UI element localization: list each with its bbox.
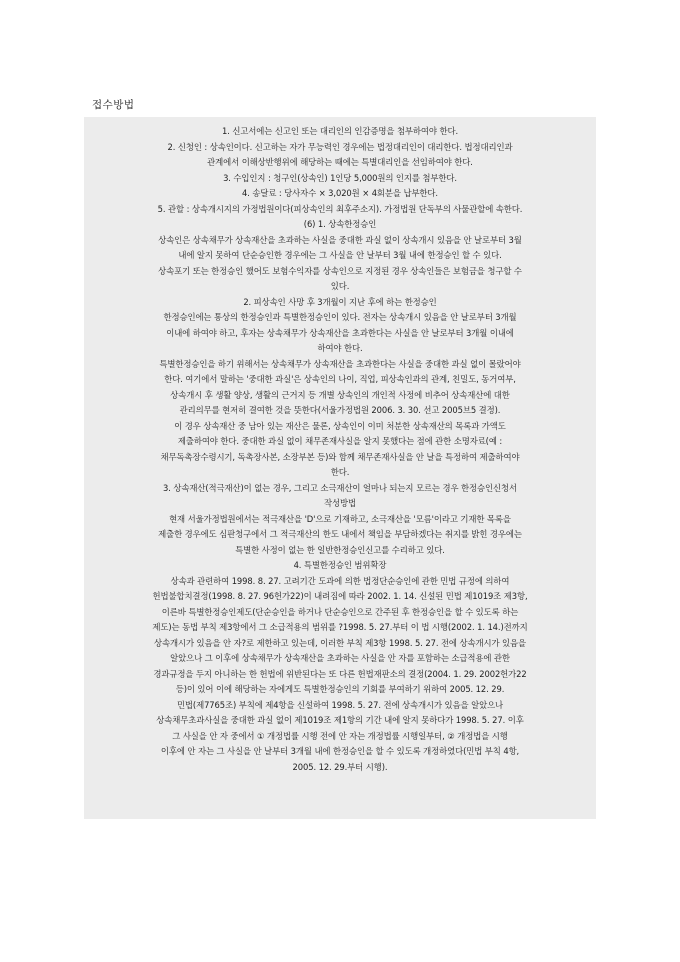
text-line: 특별한정승인을 하기 위해서는 상속채무가 상속재산을 초과한다는 사실을 중대한 과실 없이 몰랐어야: [159, 358, 521, 369]
text-line: 민법(제7765조) 부칙에 제4항을 신설하여 1998. 5. 27. 전에 상속개시가 있음을 알았으나: [176, 699, 504, 710]
text-line: 이른바 특별한정승인제도(단순승인을 하거나 단순승인으로 간주된 후 한정승인을 할 수 있도록 하는: [161, 606, 519, 617]
text-line: 1. 신고서에는 신고인 또는 대리인의 인감증명을 첨부하여야 한다.: [221, 126, 459, 136]
section-heading: 접수방법: [92, 99, 135, 111]
text-line: 이내에 하여야 하고, 후자는 상속채무가 상속재산을 초과한다는 사실을 안 날로부터 3개월 이내에: [166, 327, 514, 338]
text-line: 상속인은 상속채무가 상속재산을 초과하는 사실을 중대한 과실 없이 상속개시 있음을 안 날로부터 3월: [158, 234, 522, 245]
text-line: 제출한 경우에도 심판청구에서 그 적극재산의 한도 내에서 책임을 부담하겠다는 취지를 밝힌 경우에는: [158, 529, 522, 539]
text-line: 2. 신청인 : 상속인이다. 신고하는 자가 무능력인 경우에는 법정대리인이 대리한다. 법정대리인과: [167, 141, 513, 152]
text-line: 알았으나 그 이후에 상속채무가 상속재산을 초과하는 사실을 안 자를 포함하는 소급적용에 관한: [170, 653, 510, 663]
content-box: [84, 117, 596, 819]
text-line: 2. 피상속인 사망 후 3개월이 지난 후에 하는 한정승인: [243, 296, 437, 307]
text-line: 관리의무를 현저히 결여한 것을 뜻한다(서울가정법원 2006. 3. 30. 선고 2005브5 결정).: [179, 405, 501, 415]
text-line: 제출하여야 한다. 중대한 과실 없이 채무존재사실을 알지 못했다는 점에 관한 소명자료(예 :: [177, 436, 503, 446]
text-line: 특별한 사정이 없는 한 일반한정승인신고를 수리하고 있다.: [235, 544, 445, 555]
text-line: 한정승인에는 통상의 한정승인과 특별한정승인이 있다. 전자는 상속개시 있음을 안 날로부터 3개월: [163, 312, 517, 322]
text-lines: [92, 124, 588, 775]
text-line: 상속포기 또는 한정승인 했어도 보험수익자를 상속인으로 지정된 경우 상속인들은 보험금을 청구할 수: [158, 265, 522, 276]
text-line: 2005. 12. 29.부터 시행).: [292, 761, 388, 772]
text-line: 경과규정을 두지 아니하는 한 헌법에 위반된다는 또 다른 헌법재판소의 결정(2004. 1. 29. 2002헌가22: [153, 668, 527, 679]
text-line: 5. 관할 : 상속개시지의 가정법원이다(피상속인의 최후주소지). 가정법원 단독부의 사물관할에 속한다.: [157, 203, 523, 214]
text-line: 한다.: [330, 467, 350, 477]
text-line: 등)이 있어 이에 해당하는 자에게도 특별한정승인의 기회를 부여하기 위하여 2005. 12. 29.: [175, 684, 505, 694]
text-line: 3. 상속재산(적극재산)이 없는 경우, 그리고 소극재산이 얼마나 되는지 모르는 경우 한정승인신청서: [163, 482, 517, 493]
text-line: 한다. 여기에서 말하는 '중대한 과실'은 상속인의 나이, 직업, 피상속인과의 관계, 친밀도, 동거여부,: [164, 374, 516, 384]
text-line: 그 사실을 안 자 중에서 ① 개정법률 시행 전에 안 자는 개정법률 시행일부터, ② 개정법을 시행: [172, 730, 508, 741]
text-line: 현재 서울가정법원에서는 적극재산을 'D'으로 기재하고, 소극재산을 '모름'이라고 기재한 목록을: [169, 513, 511, 524]
text-line: 상속채무초과사실을 중대한 과실 없이 제1019조 제1항의 기간 내에 알지 못하다가 1998. 5. 27. 이후: [156, 715, 524, 725]
text-line: 작성방법: [324, 498, 356, 508]
text-line: 제도)는 동법 부칙 제3항에서 그 소급적용의 범위를 ?1998. 5. 27.부터 이 법 시행(2002. 1. 14.)전까지: [152, 622, 528, 632]
text-line: 상속개시가 있음을 안 자?로 제한하고 있는데, 이러한 부칙 제3항 1998. 5. 27. 전에 상속개시가 있음을: [154, 637, 526, 648]
text-line: 있다.: [330, 281, 350, 291]
text-line: 채무독촉장수령시기, 독촉장사본, 소장부본 등)와 함께 채무존재사실을 안 날을 특정하여 제출하여야: [160, 451, 520, 462]
text-line: 이후에 안 자는 그 사실을 안 날부터 3개월 내에 한정승인을 할 수 있도록 개정하였다(민법 부칙 4항,: [160, 746, 520, 756]
text-line: 4. 특별한정승인 범위확장: [293, 560, 387, 570]
text-line: (6) 1. 상속한정승인: [303, 219, 377, 229]
text-line: 상속개시 후 생활 양상, 생활의 근거지 등 개별 상속인의 개인적 사정에 비추어 상속재산에 대한: [170, 389, 510, 400]
text-line: 관계에서 이해상반행위에 해당하는 때에는 특별대리인을 선임하여야 한다.: [207, 157, 473, 167]
text-line: 하여야 한다.: [317, 343, 363, 353]
text-line: 헌법불합치결정(1998. 8. 27. 96헌가22)이 내려짐에 따라 2002. 1. 14. 신설된 민법 제1019조 제3항,: [152, 591, 528, 601]
text-line: 이 경우 상속재산 중 남아 있는 재산은 물론, 상속인이 이미 처분한 상속재산의 목록과 가액도: [174, 420, 506, 431]
text-line: 내에 알지 못하여 단순승인한 경우에는 그 사실을 안 날부터 3월 내에 한정승인 할 수 있다.: [178, 250, 502, 260]
text-line: 3. 수입인지 : 청구인(상속인) 1인당 5,000원의 인지를 첨부한다.: [223, 172, 457, 183]
text-line: 4. 송달료 : 당사자수 × 3,020원 × 4회분을 납부한다.: [242, 188, 438, 198]
text-line: 상속과 관련하여 1998. 8. 27. 고려기간 도과에 의한 법정단순승인에 관한 민법 규정에 의하여: [170, 575, 510, 586]
